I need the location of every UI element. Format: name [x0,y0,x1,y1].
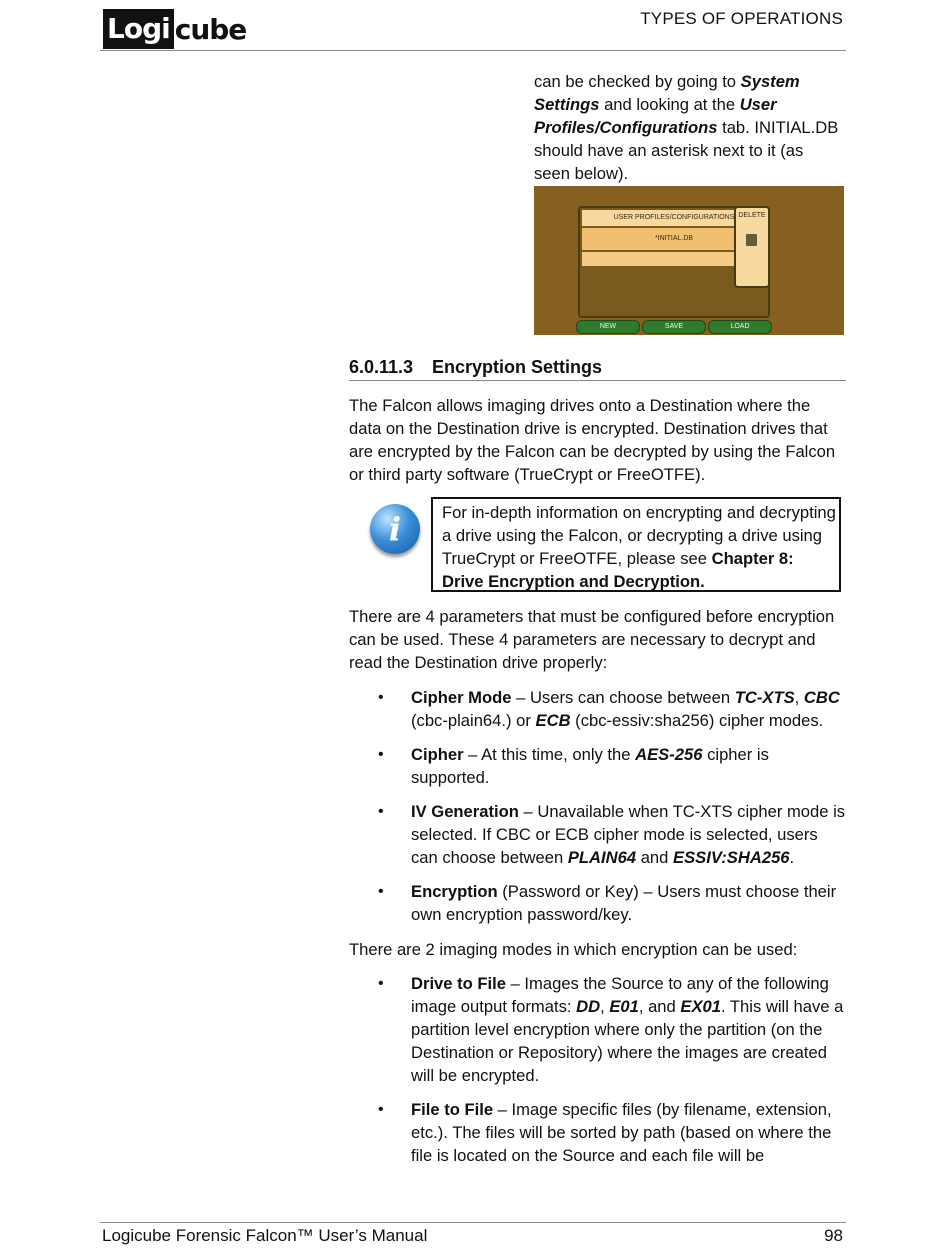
section-heading [349,357,846,381]
list-item: • Cipher – At this time, only the AES-256 cipher is supported. [378,745,769,787]
delete-header: DELETE [738,212,766,219]
encryption-intro-paragraph: The Falcon allows imaging drives onto a Destination where the data on the Destination drive is encrypted. Destination drives that are encrypted by the Falcon can be decrypted by using the Falcon or third party software (TrueCrypt or FreeOTFE). [349,396,836,484]
logo-text: cube [174,12,247,46]
bullet: • [378,746,384,763]
list-item: • Cipher Mode – Users can choose between TC-XTS, CBC (cbc-plain64.) or ECB (cbc-essiv:sha256) cipher modes. [378,688,840,730]
parameters-list [349,686,846,937]
info-callout: For in-depth information on encrypting and decrypting a drive using the Falcon, or decrypting a drive using TrueCrypt or FreeOTFE, please see Chapter 8: Drive Encryption and Decryption. [431,497,841,592]
page-number: 98 [824,1226,843,1245]
list-item: • File to File – Image specific files (by filename, extension, etc.). The files will be sorted by path (based on where the file is located on the Source and each file will be [378,1100,832,1165]
info-icon: i [370,504,420,554]
bullet: • [378,803,384,820]
trash-icon [746,234,757,246]
footer-rule [100,1222,846,1223]
list-item: • Drive to File – Images the Source to any of the following image output formats: DD, E01, and EX01. This will have a partition level encryption where only the partition (on the Destination or Repository) where the images are created will be encrypted. [378,974,844,1085]
list-item: • Encryption (Password or Key) – Users must choose their own encryption password/key. [378,882,837,924]
profile-row: *INITIAL.DB [582,228,766,250]
logo-mark: Logi [103,9,174,49]
section-title: Encryption Settings [432,357,603,377]
header-rule [100,50,846,51]
modes-list [349,972,846,1178]
delete-panel [734,206,770,288]
load-button: LOAD [708,320,772,334]
new-button: NEW [576,320,640,334]
bullet: • [378,883,384,900]
bullet: • [378,1101,384,1118]
profiles-screenshot [534,186,844,335]
footer-title: Logicube Forensic Falcon™ User’s Manual [102,1226,428,1245]
save-button: SAVE [642,320,706,334]
logicube-logo [103,8,246,50]
intro-paragraph: can be checked by going to System Settings and looking at the User Profiles/Configurations tab. INITIAL.DB should have an asterisk next to it (as seen below). [534,72,839,183]
section-number: 6.0.11.3 [349,357,414,377]
header-title: TYPES OF OPERATIONS [640,9,843,28]
bullet: • [378,689,384,706]
list-item: • IV Generation – Unavailable when TC-XTS cipher mode is selected. If CBC or ECB cipher mode is selected, users can choose between PLAIN64 and ESSIV:SHA256. [378,802,846,867]
profiles-header: USER PROFILES/CONFIGURATIONS [582,210,766,226]
bullet: • [378,975,384,992]
modes-paragraph: There are 2 imaging modes in which encryption can be used: [349,940,798,959]
parameters-paragraph: There are 4 parameters that must be configured before encryption can be used. These 4 parameters are necessary to decrypt and read the Destination drive properly: [349,607,835,672]
chapter-reference: Chapter 8: Drive Encryption and Decryption. [442,549,794,591]
